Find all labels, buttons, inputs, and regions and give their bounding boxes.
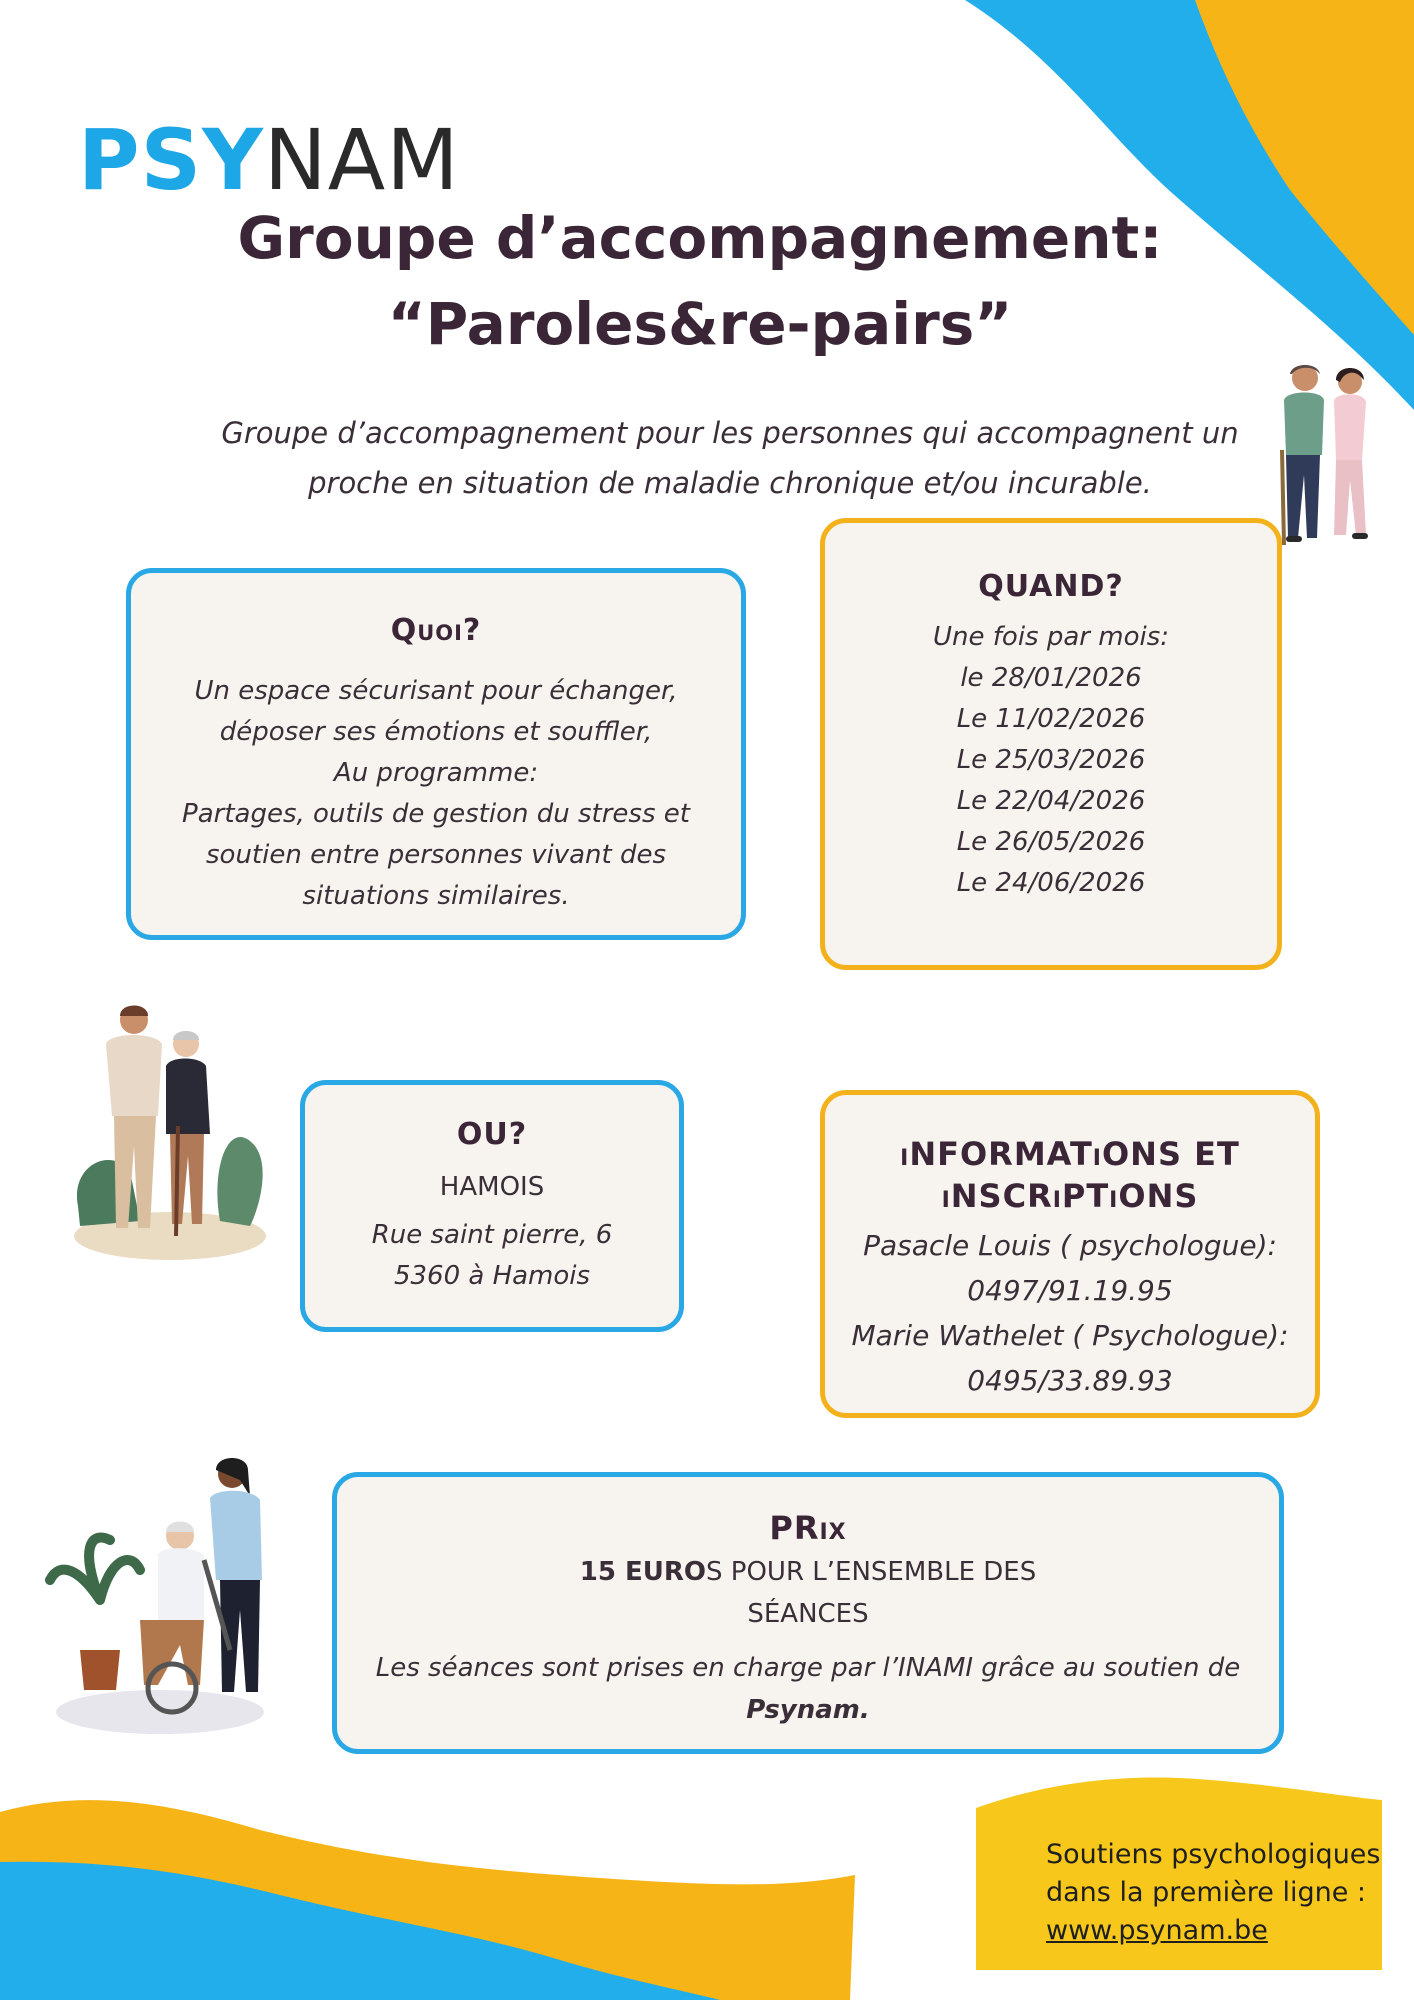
prix-note: Les séances sont prises en charge par l’INAMI grâce au soutien de <box>375 1653 1241 1683</box>
subtitle <box>190 408 1270 508</box>
footer-line2: dans la première ligne : <box>1046 1877 1366 1908</box>
informations-card <box>820 1090 1320 1418</box>
prix-price-bold: 15 EURO <box>579 1557 706 1587</box>
quoi-heading: Quoi? <box>390 613 482 648</box>
contact2-name: Marie Wathelet ( Psychologue): <box>851 1319 1289 1352</box>
ou-street: Rue saint pierre, 6 <box>371 1220 613 1250</box>
caregiver-elder-illustration <box>70 996 270 1262</box>
quoi-line-6: situations similaires. <box>302 881 570 911</box>
quand-card <box>820 518 1282 970</box>
footer-website-link[interactable]: www.psynam.be <box>1046 1915 1268 1946</box>
ou-city: HAMOIS <box>439 1172 545 1202</box>
quoi-line-4: Partages, outils de gestion du stress et <box>182 799 690 829</box>
quand-date-6: Le 24/06/2026 <box>956 868 1146 898</box>
contact1-name: Pasacle Louis ( psychologue): <box>863 1229 1277 1262</box>
ou-card <box>300 1080 684 1332</box>
quand-date-2: Le 11/02/2026 <box>956 704 1146 734</box>
psynam-logo <box>78 111 460 209</box>
quand-heading: QUAND? <box>978 569 1124 604</box>
quoi-card <box>126 568 746 940</box>
page-title-line2: “Paroles&re-pairs” <box>387 290 1013 358</box>
quand-date-1: le 28/01/2026 <box>960 663 1142 693</box>
prix-card <box>332 1472 1284 1754</box>
ou-address <box>305 1215 679 1297</box>
quand-date-3: Le 25/03/2026 <box>956 745 1146 775</box>
footer-text <box>1046 1836 1380 1950</box>
quoi-line-2: déposer ses émotions et souffler, <box>219 717 653 747</box>
page-title-line1: Groupe d’accompagnement: <box>237 204 1163 272</box>
prix-price-line1 <box>337 1551 1279 1593</box>
info-heading-line2: iNSCRiPTiONS <box>941 1177 1199 1215</box>
quoi-text <box>131 671 741 917</box>
contact1-phone: 0497/91.19.95 <box>967 1274 1173 1307</box>
prix-price-line2: SÉANCES <box>747 1599 869 1629</box>
quand-date-4: Le 22/04/2026 <box>956 786 1146 816</box>
footer-line1: Soutiens psychologiques <box>1046 1839 1381 1870</box>
prix-price-rest: S POUR L’ENSEMBLE DES <box>706 1557 1037 1587</box>
quoi-line-3: Au programme: <box>333 758 539 788</box>
quand-date-5: Le 26/05/2026 <box>956 827 1146 857</box>
prix-heading: PRix <box>769 1509 847 1547</box>
contact2-phone: 0495/33.89.93 <box>967 1364 1173 1397</box>
logo-part-psy: PSY <box>78 111 264 209</box>
quoi-line-1: Un espace sécurisant pour échanger, <box>194 676 678 706</box>
info-contacts <box>825 1223 1315 1403</box>
ou-heading: OU? <box>456 1117 528 1152</box>
subtitle-line2: proche en situation de maladie chronique et/ou incurable. <box>308 466 1152 500</box>
ou-postal: 5360 à Hamois <box>393 1261 591 1291</box>
subtitle-line1: Groupe d’accompagnement pour les personnes qui accompagnent un <box>221 416 1239 450</box>
prix-note-bold: Psynam. <box>746 1695 870 1725</box>
quand-text <box>825 617 1277 904</box>
quand-intro: Une fois par mois: <box>932 622 1170 652</box>
quoi-line-5: soutien entre personnes vivant des <box>205 840 667 870</box>
logo-part-nam: NAM <box>263 111 460 209</box>
nurse-wheelchair-illustration <box>40 1450 270 1740</box>
info-heading-line1: iNFORMATiONS ET <box>900 1135 1240 1173</box>
walking-people-illustration <box>1262 360 1382 560</box>
